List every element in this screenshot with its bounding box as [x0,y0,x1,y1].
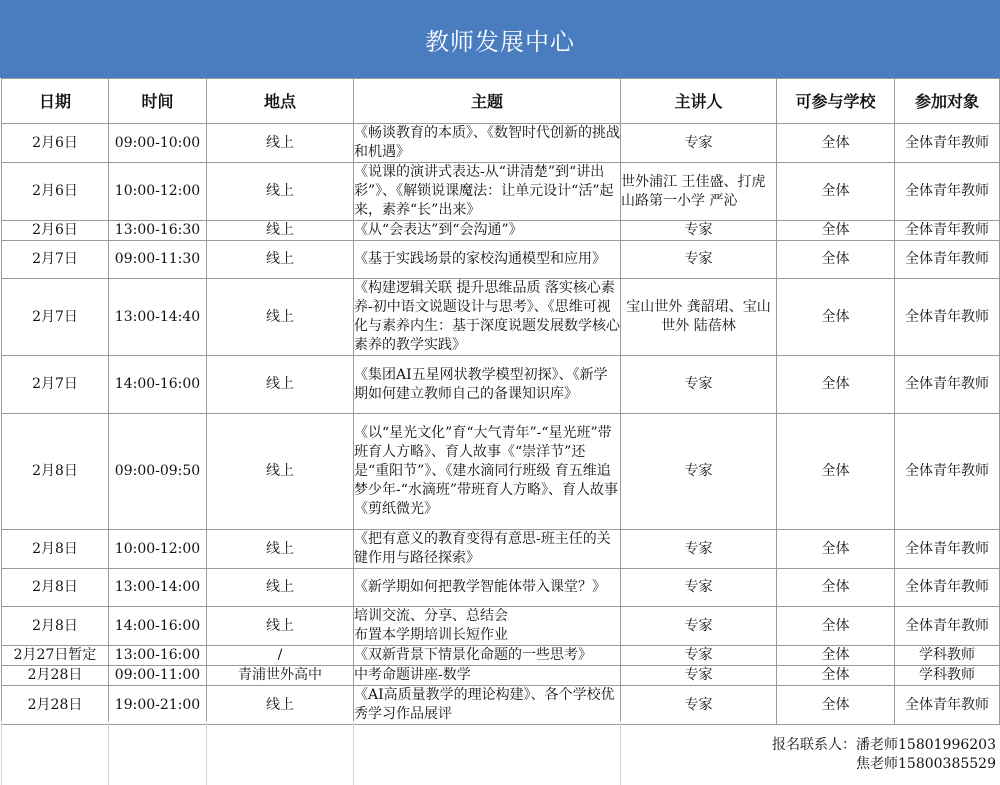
audience-cell: 学科教师 [895,646,1000,666]
speaker-cell: 宝山世外 龚韶珺、宝山世外 陆蓓林 [621,279,777,356]
schools-cell: 全体 [777,686,895,725]
column-header-place: 地点 [207,79,354,124]
audience-cell: 全体青年教师 [895,686,1000,725]
place-cell: 线上 [207,356,354,414]
table-row [2,221,1000,241]
speaker-cell: 专家 [621,356,777,414]
place-cell: 线上 [207,241,354,279]
grid-line [1,721,2,785]
schools-cell: 全体 [777,241,895,279]
grid-line [206,721,207,785]
table-row [2,569,1000,607]
date-cell: 2月28日 [2,666,109,686]
schools-cell: 全体 [777,124,895,163]
column-header-audience: 参加对象 [895,79,1000,124]
speaker-cell: 专家 [621,414,777,530]
time-cell: 09:00-10:00 [109,124,207,163]
schools-cell: 全体 [777,569,895,607]
place-cell: 线上 [207,221,354,241]
speaker-cell: 专家 [621,666,777,686]
audience-cell: 全体青年教师 [895,124,1000,163]
audience-cell: 全体青年教师 [895,279,1000,356]
table-row [2,686,1000,725]
date-cell: 2月8日 [2,607,109,646]
schools-cell: 全体 [777,607,895,646]
speaker-cell: 专家 [621,686,777,725]
schools-cell: 全体 [777,279,895,356]
column-header-date: 日期 [2,79,109,124]
time-cell: 13:00-14:40 [109,279,207,356]
page-title: 教师发展中心 [0,0,1000,78]
audience-cell: 全体青年教师 [895,569,1000,607]
date-cell: 2月8日 [2,414,109,530]
topic-cell: 《从“会表达”到“会沟通”》 [354,221,621,241]
date-cell: 2月7日 [2,356,109,414]
place-cell: 线上 [207,279,354,356]
speaker-cell: 专家 [621,530,777,569]
table-row [2,241,1000,279]
grid-line [620,721,621,785]
column-header-topic: 主题 [354,79,621,124]
time-cell: 14:00-16:00 [109,356,207,414]
topic-cell: 《说课的演讲式表达-从“讲清楚”到“讲出彩”》、《解锁说课魔法：让单元设计“活”起来，素养“长”出来》 [354,163,621,221]
date-cell: 2月8日 [2,569,109,607]
place-cell: 线上 [207,414,354,530]
schools-cell: 全体 [777,414,895,530]
place-cell: 线上 [207,163,354,221]
date-cell: 2月7日 [2,279,109,356]
audience-cell: 全体青年教师 [895,414,1000,530]
topic-cell: 中考命题讲座-数学 [354,666,621,686]
topic-cell: 《新学期如何把教学智能体带入课堂？》 [354,569,621,607]
audience-cell: 全体青年教师 [895,221,1000,241]
date-cell: 2月6日 [2,221,109,241]
place-cell: 青浦世外高中 [207,666,354,686]
grid-line [353,721,354,785]
time-cell: 09:00-11:30 [109,241,207,279]
place-cell: 线上 [207,530,354,569]
audience-cell: 全体青年教师 [895,607,1000,646]
place-cell: 线上 [207,124,354,163]
audience-cell: 全体青年教师 [895,530,1000,569]
date-cell: 2月6日 [2,163,109,221]
table-row [2,646,1000,666]
time-cell: 13:00-14:00 [109,569,207,607]
schedule-table [1,78,1000,725]
time-cell: 13:00-16:00 [109,646,207,666]
speaker-cell: 专家 [621,221,777,241]
contact-info [772,736,996,774]
table-row [2,414,1000,530]
table-row [2,163,1000,221]
speaker-cell: 专家 [621,241,777,279]
speaker-cell: 专家 [621,607,777,646]
topic-cell: 《基于实践场景的家校沟通模型和应用》 [354,241,621,279]
table-row [2,279,1000,356]
time-cell: 10:00-12:00 [109,530,207,569]
grid-line [108,721,109,785]
audience-cell: 学科教师 [895,666,1000,686]
table-row [2,124,1000,163]
time-cell: 09:00-11:00 [109,666,207,686]
contact-line-1: 报名联系人：潘老师15801996203 [772,737,996,753]
schools-cell: 全体 [777,646,895,666]
schools-cell: 全体 [777,221,895,241]
audience-cell: 全体青年教师 [895,356,1000,414]
table-row [2,530,1000,569]
schools-cell: 全体 [777,163,895,221]
table-header-row [2,79,1000,124]
place-cell: 线上 [207,607,354,646]
topic-cell: 《以“星光文化”育“大气青年”-“星光班”带班育人方略》、育人故事《“崇洋节”还是“重阳节”》、《建水滴同行班级 育五维追梦少年-“水滴班”带班育人方略》、育人故事《剪纸微光》 [354,414,621,530]
speaker-cell: 专家 [621,569,777,607]
date-cell: 2月28日 [2,686,109,725]
topic-cell: 《把有意义的教育变得有意思-班主任的关键作用与路径探索》 [354,530,621,569]
time-cell: 13:00-16:30 [109,221,207,241]
topic-cell: 《畅谈教育的本质》、《数智时代创新的挑战和机遇》 [354,124,621,163]
audience-cell: 全体青年教师 [895,241,1000,279]
table-row [2,607,1000,646]
topic-cell: 培训交流、分享、总结会 布置本学期培训长短作业 [354,607,621,646]
time-cell: 14:00-16:00 [109,607,207,646]
schools-cell: 全体 [777,356,895,414]
date-cell: 2月27日暂定 [2,646,109,666]
column-header-schools: 可参与学校 [777,79,895,124]
place-cell: 线上 [207,686,354,725]
date-cell: 2月8日 [2,530,109,569]
audience-cell: 全体青年教师 [895,163,1000,221]
topic-cell: 《双新背景下情景化命题的一些思考》 [354,646,621,666]
topic-cell: 《构建逻辑关联 提升思维品质 落实核心素养-初中语文说题设计与思考》、《思维可视化与素养内生：基于深度说题发展数学核心素养的教学实践》 [354,279,621,356]
table-row [2,356,1000,414]
date-cell: 2月6日 [2,124,109,163]
table-row [2,666,1000,686]
schools-cell: 全体 [777,666,895,686]
column-header-speaker: 主讲人 [621,79,777,124]
contact-line-2: 焦老师15800385529 [856,756,996,772]
topic-cell: 《AI高质量教学的理论构建》、各个学校优秀学习作品展评 [354,686,621,725]
date-cell: 2月7日 [2,241,109,279]
time-cell: 09:00-09:50 [109,414,207,530]
time-cell: 10:00-12:00 [109,163,207,221]
topic-cell: 《集团AI五星网状教学模型初探》、《新学期如何建立教师自己的备课知识库》 [354,356,621,414]
speaker-cell: 世外浦江 王佳盛、打虎山路第一小学 严沁 [621,163,777,221]
time-cell: 19:00-21:00 [109,686,207,725]
column-header-time: 时间 [109,79,207,124]
schools-cell: 全体 [777,530,895,569]
place-cell: 线上 [207,569,354,607]
place-cell: / [207,646,354,666]
speaker-cell: 专家 [621,646,777,666]
speaker-cell: 专家 [621,124,777,163]
